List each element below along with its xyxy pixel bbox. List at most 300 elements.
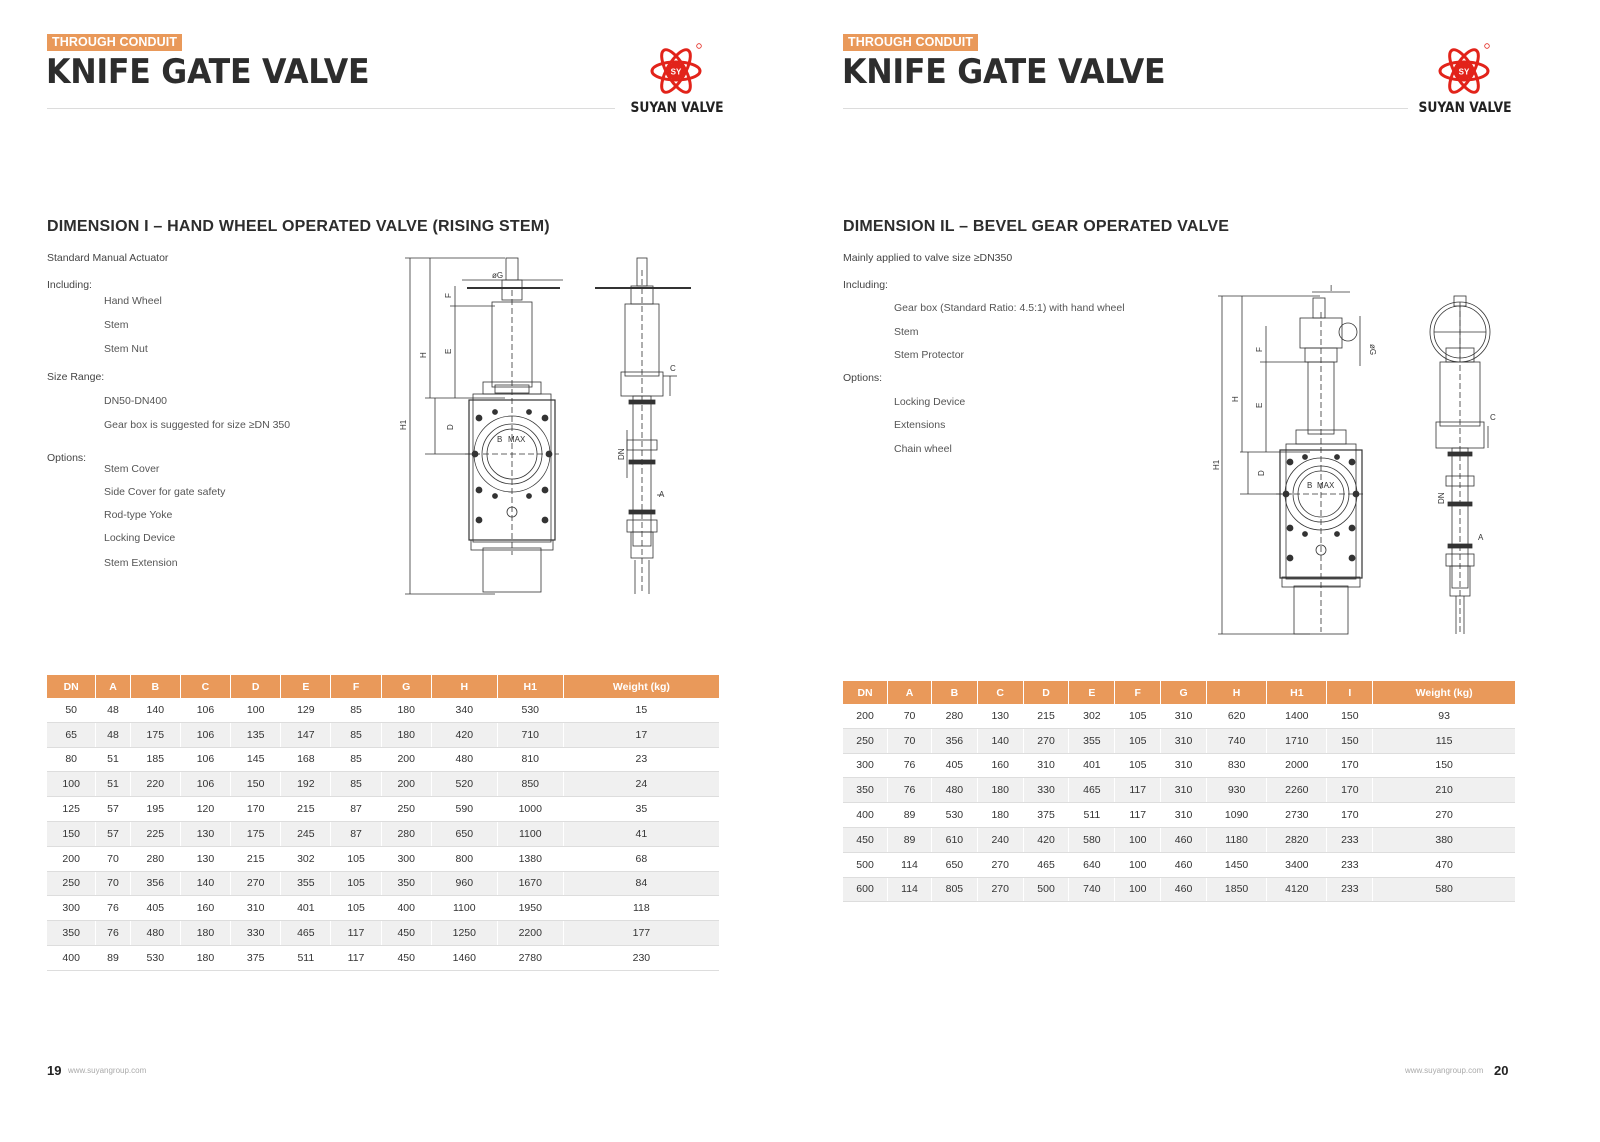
drawing-label-d: D bbox=[1257, 470, 1266, 476]
table-cell: 302 bbox=[1069, 704, 1115, 728]
drawing-label-c: C bbox=[670, 364, 676, 373]
table-cell: 160 bbox=[977, 753, 1023, 778]
table-cell: 200 bbox=[843, 704, 888, 728]
table-cell: 400 bbox=[381, 896, 431, 921]
table-row bbox=[47, 871, 719, 896]
drawing-label-a: A bbox=[1478, 533, 1484, 542]
table-cell: 580 bbox=[1373, 877, 1515, 902]
table-cell: 87 bbox=[331, 821, 381, 846]
table-cell: 1400 bbox=[1267, 704, 1327, 728]
column-header: G bbox=[1161, 681, 1207, 704]
drawing-label-c: C bbox=[1490, 413, 1496, 422]
table-cell: 114 bbox=[888, 852, 932, 877]
table-cell: 180 bbox=[180, 921, 230, 946]
page-number: 20 bbox=[1494, 1063, 1509, 1078]
table-cell: 511 bbox=[1069, 803, 1115, 828]
table-cell: 1090 bbox=[1206, 803, 1266, 828]
table-cell: 530 bbox=[130, 945, 180, 970]
column-header: DN bbox=[843, 681, 888, 704]
table-row bbox=[843, 852, 1515, 877]
drawing-label-g: øG bbox=[1368, 344, 1377, 356]
table-cell: 115 bbox=[1373, 728, 1515, 753]
table-cell: 1180 bbox=[1206, 827, 1266, 852]
table-head bbox=[843, 681, 1515, 704]
table-cell: 233 bbox=[1327, 827, 1373, 852]
table-cell: 130 bbox=[180, 846, 230, 871]
table-cell: 330 bbox=[231, 921, 281, 946]
table-cell: 70 bbox=[96, 871, 130, 896]
brand-name: SUYAN VALVE bbox=[630, 100, 724, 116]
table-row bbox=[47, 821, 719, 846]
table-cell: 200 bbox=[381, 747, 431, 772]
table-cell: 140 bbox=[130, 698, 180, 722]
table-cell: 105 bbox=[331, 846, 381, 871]
table-cell: 401 bbox=[281, 896, 331, 921]
table-cell: 85 bbox=[331, 698, 381, 722]
list-item: Stem Protector bbox=[894, 349, 965, 361]
table-cell: 960 bbox=[431, 871, 497, 896]
table-cell: 41 bbox=[563, 821, 719, 846]
table-cell: 168 bbox=[281, 747, 331, 772]
table-cell: 145 bbox=[231, 747, 281, 772]
dimension-table bbox=[47, 675, 719, 971]
list-item: Hand Wheel bbox=[104, 295, 162, 307]
table-cell: 170 bbox=[1327, 753, 1373, 778]
column-header: E bbox=[1069, 681, 1115, 704]
table-cell: 590 bbox=[431, 797, 497, 822]
table-cell: 76 bbox=[96, 896, 130, 921]
table-cell: 170 bbox=[1327, 803, 1373, 828]
table-cell: 175 bbox=[130, 722, 180, 747]
table-cell: 330 bbox=[1023, 778, 1069, 803]
section-tag: THROUGH CONDUIT bbox=[47, 34, 182, 51]
list-item: Chain wheel bbox=[894, 443, 952, 455]
drawing-label-i: I bbox=[1330, 284, 1333, 293]
table-row bbox=[843, 753, 1515, 778]
dimension-table bbox=[843, 681, 1515, 902]
table-row bbox=[843, 728, 1515, 753]
table-cell: 240 bbox=[977, 827, 1023, 852]
table-cell: 105 bbox=[331, 871, 381, 896]
table-header-row bbox=[843, 681, 1515, 704]
table-cell: 105 bbox=[331, 896, 381, 921]
table-cell: 51 bbox=[96, 772, 130, 797]
table-cell: 233 bbox=[1327, 877, 1373, 902]
list-item: Stem Extension bbox=[104, 557, 178, 569]
table-cell: 405 bbox=[931, 753, 977, 778]
table-cell: 70 bbox=[888, 728, 932, 753]
table-cell: 117 bbox=[1115, 803, 1161, 828]
table-row bbox=[47, 921, 719, 946]
table-cell: 130 bbox=[977, 704, 1023, 728]
table-cell: 356 bbox=[130, 871, 180, 896]
table-cell: 100 bbox=[1115, 827, 1161, 852]
table-cell: 233 bbox=[1327, 852, 1373, 877]
table-cell: 76 bbox=[96, 921, 130, 946]
drawing-label-e: E bbox=[1255, 402, 1264, 408]
table-cell: 610 bbox=[931, 827, 977, 852]
column-header: B bbox=[130, 675, 180, 698]
table-cell: 350 bbox=[381, 871, 431, 896]
table-cell: 450 bbox=[843, 827, 888, 852]
table-cell: 270 bbox=[1373, 803, 1515, 828]
list-item: Gear box (Standard Ratio: 4.5:1) with hand wheel bbox=[894, 302, 1125, 314]
table-row bbox=[47, 722, 719, 747]
table-cell: 511 bbox=[281, 945, 331, 970]
table-cell: 215 bbox=[231, 846, 281, 871]
column-header: A bbox=[888, 681, 932, 704]
list-item: Locking Device bbox=[104, 532, 176, 544]
table-cell: 270 bbox=[977, 852, 1023, 877]
table-cell: 120 bbox=[180, 797, 230, 822]
table-cell: 195 bbox=[130, 797, 180, 822]
table-cell: 740 bbox=[1069, 877, 1115, 902]
table-cell: 185 bbox=[130, 747, 180, 772]
table-cell: 460 bbox=[1161, 877, 1207, 902]
table-cell: 105 bbox=[1115, 728, 1161, 753]
table-cell: 310 bbox=[1161, 728, 1207, 753]
table-cell: 850 bbox=[497, 772, 563, 797]
table-cell: 580 bbox=[1069, 827, 1115, 852]
table-cell: 200 bbox=[47, 846, 96, 871]
table-cell: 500 bbox=[843, 852, 888, 877]
table-cell: 150 bbox=[1327, 704, 1373, 728]
table-cell: 180 bbox=[977, 778, 1023, 803]
list-item: DN50-DN400 bbox=[104, 395, 168, 407]
column-header: Weight (kg) bbox=[1373, 681, 1515, 704]
table-cell: 180 bbox=[381, 698, 431, 722]
column-header: F bbox=[1115, 681, 1161, 704]
table-cell: 215 bbox=[1023, 704, 1069, 728]
drawing-label-b: B bbox=[497, 435, 503, 444]
table-cell: 250 bbox=[381, 797, 431, 822]
table-cell: 270 bbox=[977, 877, 1023, 902]
website-text: www.suyangroup.com bbox=[1405, 1066, 1484, 1075]
column-header: H bbox=[431, 675, 497, 698]
table-cell: 270 bbox=[231, 871, 281, 896]
table-cell: 118 bbox=[563, 896, 719, 921]
table-cell: 114 bbox=[888, 877, 932, 902]
table-cell: 310 bbox=[1161, 803, 1207, 828]
table-cell: 80 bbox=[47, 747, 96, 772]
list-item: Stem Cover bbox=[104, 463, 160, 475]
table-head bbox=[47, 675, 719, 698]
table-cell: 1380 bbox=[497, 846, 563, 871]
table-cell: 1710 bbox=[1267, 728, 1327, 753]
table-body bbox=[47, 698, 719, 970]
table-cell: 177 bbox=[563, 921, 719, 946]
table-cell: 401 bbox=[1069, 753, 1115, 778]
table-cell: 465 bbox=[1023, 852, 1069, 877]
table-cell: 175 bbox=[231, 821, 281, 846]
table-cell: 130 bbox=[180, 821, 230, 846]
table-cell: 85 bbox=[331, 747, 381, 772]
table-cell: 450 bbox=[381, 945, 431, 970]
table-cell: 650 bbox=[931, 852, 977, 877]
table-cell: 300 bbox=[843, 753, 888, 778]
brand-name: SUYAN VALVE bbox=[1418, 100, 1512, 116]
table-cell: 480 bbox=[431, 747, 497, 772]
table-cell: 520 bbox=[431, 772, 497, 797]
table-cell: 355 bbox=[1069, 728, 1115, 753]
table-cell: 147 bbox=[281, 722, 331, 747]
table-cell: 2200 bbox=[497, 921, 563, 946]
table-cell: 1000 bbox=[497, 797, 563, 822]
column-header: E bbox=[281, 675, 331, 698]
table-cell: 2000 bbox=[1267, 753, 1327, 778]
table-cell: 106 bbox=[180, 747, 230, 772]
options-label: Options: bbox=[47, 452, 87, 464]
table-cell: 460 bbox=[1161, 827, 1207, 852]
table-cell: 106 bbox=[180, 722, 230, 747]
column-header: D bbox=[231, 675, 281, 698]
table-cell: 220 bbox=[130, 772, 180, 797]
including-label: Including: bbox=[843, 279, 888, 291]
table-cell: 35 bbox=[563, 797, 719, 822]
table-row bbox=[47, 772, 719, 797]
table-cell: 830 bbox=[1206, 753, 1266, 778]
table-cell: 57 bbox=[96, 797, 130, 822]
table-cell: 210 bbox=[1373, 778, 1515, 803]
page-title: KNIFE GATE VALVE bbox=[46, 52, 370, 92]
table-cell: 105 bbox=[1115, 704, 1161, 728]
page-title: KNIFE GATE VALVE bbox=[842, 52, 1166, 92]
table-cell: 70 bbox=[96, 846, 130, 871]
table-cell: 400 bbox=[47, 945, 96, 970]
table-cell: 375 bbox=[1023, 803, 1069, 828]
table-cell: 105 bbox=[1115, 753, 1161, 778]
table-cell: 1670 bbox=[497, 871, 563, 896]
table-cell: 500 bbox=[1023, 877, 1069, 902]
table-cell: 150 bbox=[47, 821, 96, 846]
table-cell: 2730 bbox=[1267, 803, 1327, 828]
list-item: Rod-type Yoke bbox=[104, 509, 173, 521]
table-cell: 1460 bbox=[431, 945, 497, 970]
table-cell: 180 bbox=[180, 945, 230, 970]
table-row bbox=[47, 846, 719, 871]
drawing-label-f: F bbox=[444, 293, 453, 298]
table-cell: 405 bbox=[130, 896, 180, 921]
column-header: H1 bbox=[497, 675, 563, 698]
table-cell: 300 bbox=[47, 896, 96, 921]
column-header: A bbox=[96, 675, 130, 698]
section-heading: DIMENSION I – HAND WHEEL OPERATED VALVE (RISING STEM) bbox=[47, 218, 550, 235]
table-row bbox=[843, 778, 1515, 803]
table-cell: 50 bbox=[47, 698, 96, 722]
drawing-label-a: A bbox=[659, 490, 665, 499]
table-cell: 470 bbox=[1373, 852, 1515, 877]
table-cell: 89 bbox=[96, 945, 130, 970]
table-cell: 24 bbox=[563, 772, 719, 797]
table-header-row bbox=[47, 675, 719, 698]
table-row bbox=[843, 877, 1515, 902]
table-cell: 87 bbox=[331, 797, 381, 822]
table-cell: 280 bbox=[381, 821, 431, 846]
drawing-label-dn: DN bbox=[617, 448, 626, 460]
table-row bbox=[843, 827, 1515, 852]
table-cell: 310 bbox=[1161, 704, 1207, 728]
table-cell: 76 bbox=[888, 753, 932, 778]
drawing-label-d: D bbox=[446, 424, 455, 430]
table-cell: 310 bbox=[1161, 778, 1207, 803]
table-cell: 650 bbox=[431, 821, 497, 846]
table-cell: 150 bbox=[1373, 753, 1515, 778]
table-cell: 270 bbox=[1023, 728, 1069, 753]
options-label: Options: bbox=[843, 372, 883, 384]
drawing-label-dn: DN bbox=[1437, 492, 1446, 504]
drawing-label-b: B bbox=[1307, 481, 1313, 490]
table-cell: 100 bbox=[1115, 877, 1161, 902]
table-cell: 310 bbox=[1023, 753, 1069, 778]
table-cell: 150 bbox=[231, 772, 281, 797]
table-cell: 380 bbox=[1373, 827, 1515, 852]
table-cell: 2260 bbox=[1267, 778, 1327, 803]
table-cell: 117 bbox=[1115, 778, 1161, 803]
table-cell: 117 bbox=[331, 921, 381, 946]
list-item: Side Cover for gate safety bbox=[104, 486, 226, 498]
table-cell: 805 bbox=[931, 877, 977, 902]
table-cell: 51 bbox=[96, 747, 130, 772]
table-cell: 340 bbox=[431, 698, 497, 722]
list-item: Locking Device bbox=[894, 396, 966, 408]
table-cell: 450 bbox=[381, 921, 431, 946]
header-rule bbox=[47, 108, 615, 109]
table-cell: 225 bbox=[130, 821, 180, 846]
column-header: Weight (kg) bbox=[563, 675, 719, 698]
table-cell: 300 bbox=[381, 846, 431, 871]
drawing-label-f: F bbox=[1255, 347, 1264, 352]
table-cell: 930 bbox=[1206, 778, 1266, 803]
table-cell: 215 bbox=[281, 797, 331, 822]
table-cell: 245 bbox=[281, 821, 331, 846]
table-cell: 106 bbox=[180, 772, 230, 797]
brand-logo bbox=[1410, 40, 1520, 116]
column-header: C bbox=[977, 681, 1023, 704]
column-header: H bbox=[1206, 681, 1266, 704]
table-cell: 180 bbox=[381, 722, 431, 747]
table-cell: 400 bbox=[843, 803, 888, 828]
column-header: C bbox=[180, 675, 230, 698]
table-cell: 350 bbox=[47, 921, 96, 946]
table-cell: 810 bbox=[497, 747, 563, 772]
table-cell: 1450 bbox=[1206, 852, 1266, 877]
svg-text:SY: SY bbox=[1458, 67, 1470, 77]
atom-logo-icon bbox=[1437, 40, 1493, 98]
table-cell: 465 bbox=[281, 921, 331, 946]
table-cell: 140 bbox=[180, 871, 230, 896]
header-rule bbox=[843, 108, 1408, 109]
table-cell: 170 bbox=[1327, 778, 1373, 803]
drawing-label-h1: H1 bbox=[1212, 459, 1221, 470]
table-cell: 3400 bbox=[1267, 852, 1327, 877]
brand-logo bbox=[622, 40, 732, 116]
table-row bbox=[843, 803, 1515, 828]
table-cell: 1100 bbox=[497, 821, 563, 846]
table-row bbox=[843, 704, 1515, 728]
table-cell: 310 bbox=[231, 896, 281, 921]
table-cell: 89 bbox=[888, 803, 932, 828]
table-cell: 356 bbox=[931, 728, 977, 753]
table-cell: 2820 bbox=[1267, 827, 1327, 852]
list-item: Stem bbox=[104, 319, 129, 331]
table-cell: 192 bbox=[281, 772, 331, 797]
table-cell: 17 bbox=[563, 722, 719, 747]
table-cell: 125 bbox=[47, 797, 96, 822]
table-cell: 375 bbox=[231, 945, 281, 970]
table-cell: 135 bbox=[231, 722, 281, 747]
valve-technical-drawing bbox=[1210, 282, 1510, 642]
table-cell: 106 bbox=[180, 698, 230, 722]
table-cell: 1850 bbox=[1206, 877, 1266, 902]
table-cell: 150 bbox=[1327, 728, 1373, 753]
table-cell: 1250 bbox=[431, 921, 497, 946]
column-header: DN bbox=[47, 675, 96, 698]
table-row bbox=[47, 698, 719, 722]
drawing-label-e: E bbox=[444, 348, 453, 354]
table-cell: 530 bbox=[497, 698, 563, 722]
table-cell: 530 bbox=[931, 803, 977, 828]
column-header: H1 bbox=[1267, 681, 1327, 704]
column-header: F bbox=[331, 675, 381, 698]
table-cell: 48 bbox=[96, 722, 130, 747]
section-tag: THROUGH CONDUIT bbox=[843, 34, 978, 51]
table-cell: 2780 bbox=[497, 945, 563, 970]
table-cell: 280 bbox=[931, 704, 977, 728]
website-text: www.suyangroup.com bbox=[68, 1066, 147, 1075]
table-cell: 170 bbox=[231, 797, 281, 822]
drawing-label-h1: H1 bbox=[399, 419, 408, 430]
table-cell: 129 bbox=[281, 698, 331, 722]
table-row bbox=[47, 945, 719, 970]
table-body bbox=[843, 704, 1515, 902]
drawing-label-g: øG bbox=[492, 271, 504, 280]
table-cell: 1100 bbox=[431, 896, 497, 921]
table-cell: 100 bbox=[1115, 852, 1161, 877]
valve-technical-drawing bbox=[395, 250, 705, 605]
table-cell: 480 bbox=[130, 921, 180, 946]
table-cell: 15 bbox=[563, 698, 719, 722]
table-cell: 420 bbox=[431, 722, 497, 747]
table-cell: 89 bbox=[888, 827, 932, 852]
including-label: Including: bbox=[47, 279, 92, 291]
size-range-label: Size Range: bbox=[47, 371, 105, 383]
table-cell: 93 bbox=[1373, 704, 1515, 728]
drawing-label-max: MAX bbox=[508, 435, 526, 444]
svg-text:SY: SY bbox=[670, 67, 682, 77]
table-cell: 740 bbox=[1206, 728, 1266, 753]
section-heading: DIMENSION IL – BEVEL GEAR OPERATED VALVE bbox=[843, 218, 1230, 235]
table-cell: 420 bbox=[1023, 827, 1069, 852]
table-cell: 57 bbox=[96, 821, 130, 846]
drawing-label-h: H bbox=[1231, 396, 1240, 402]
table-cell: 85 bbox=[331, 722, 381, 747]
table-cell: 280 bbox=[130, 846, 180, 871]
table-cell: 4120 bbox=[1267, 877, 1327, 902]
list-item: Gear box is suggested for size ≥DN 350 bbox=[104, 419, 291, 431]
table-cell: 68 bbox=[563, 846, 719, 871]
table-cell: 100 bbox=[231, 698, 281, 722]
table-cell: 100 bbox=[47, 772, 96, 797]
list-item: Stem bbox=[894, 326, 919, 338]
table-cell: 350 bbox=[843, 778, 888, 803]
table-cell: 70 bbox=[888, 704, 932, 728]
atom-logo-icon bbox=[649, 40, 705, 98]
table-cell: 600 bbox=[843, 877, 888, 902]
table-row bbox=[47, 797, 719, 822]
table-cell: 710 bbox=[497, 722, 563, 747]
page-number: 19 bbox=[47, 1063, 62, 1078]
table-cell: 620 bbox=[1206, 704, 1266, 728]
